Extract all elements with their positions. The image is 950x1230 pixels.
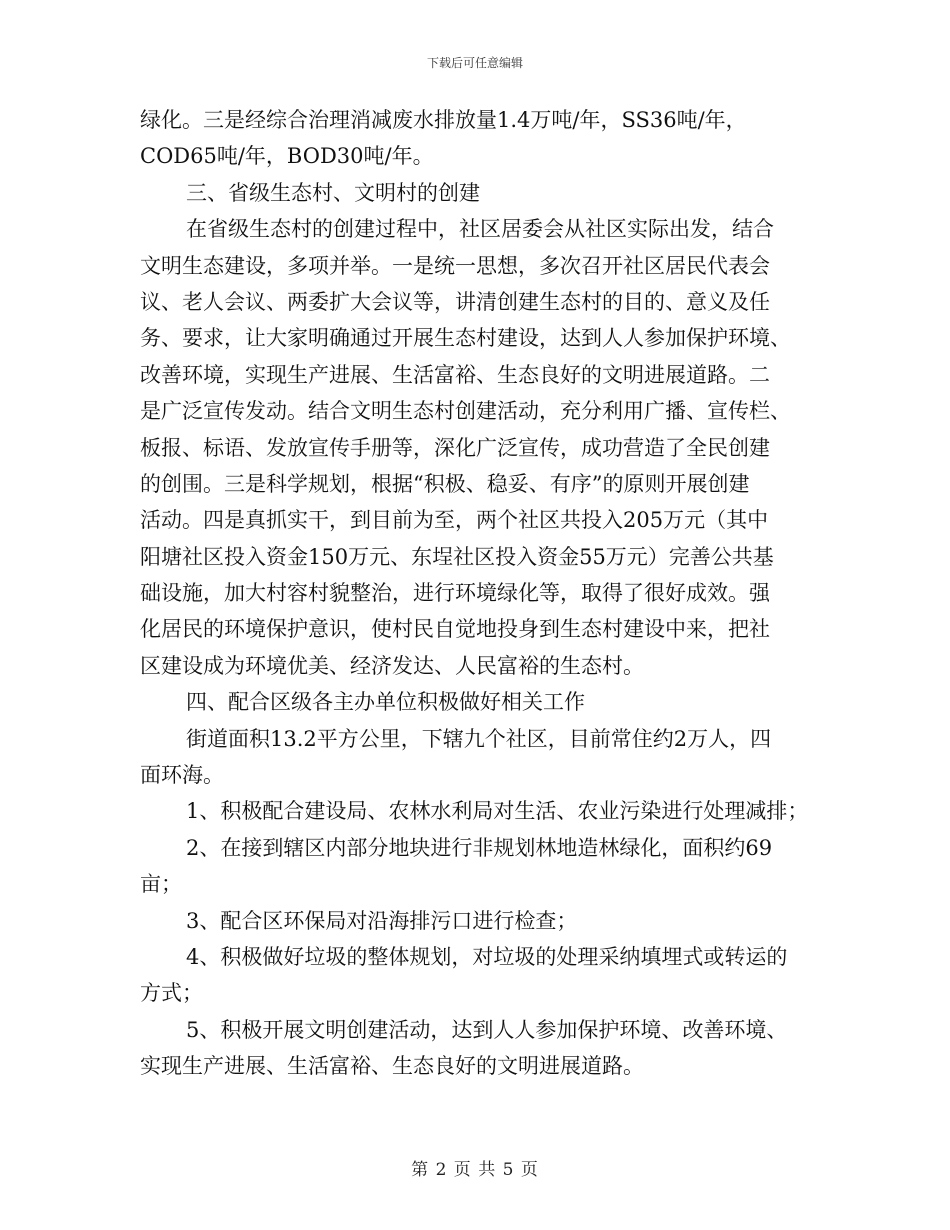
text-line: 改善环境，实现生产进展、生活富裕、生态良好的文明进展道路。二 [140, 362, 770, 387]
text-line: 板报、标语、发放宣传手册等，深化广泛宣传，成功营造了全民创建 [140, 435, 770, 460]
text-line: 务、要求，让大家明确通过开展生态村建设，达到人人参加保护环境、 [140, 326, 791, 351]
text-line: 是广泛宣传发动。结合文明生态村创建活动，充分利用广播、宣传栏、 [140, 399, 791, 424]
document-body [140, 102, 810, 1085]
text-line: 5、积极开展文明创建活动，达到人人参加保护环境、改善环境、 [186, 1017, 788, 1042]
text-line: 方式； [140, 981, 203, 1006]
text-line: 4、积极做好垃圾的整体规划，对垃圾的处理采纳填埋式或转运的 [186, 944, 788, 969]
text-line: 实现生产进展、生活富裕、生态良好的文明进展道路。 [140, 1054, 644, 1079]
text-line: 议、老人会议、两委扩大会议等，讲清创建生态村的目的、意义及任 [140, 289, 770, 314]
text-line: 绿化。三是经综合治理消减废水排放量1.4万吨/年，SS36吨/年， [140, 108, 747, 132]
text-line: COD65吨/年，BOD30吨/年。 [140, 144, 434, 169]
page-header: 下载后可任意编辑 [426, 56, 523, 70]
text-line: 2、在接到辖区内部分地块进行非规划林地造林绿化，面积约69 [186, 835, 773, 860]
text-line: 活动。四是真抓实干，到目前为至，两个社区共投入205万元（其中 [140, 508, 769, 533]
text-line: 化居民的环境保护意识，使村民自觉地投身到生态村建设中来，把社 [140, 617, 770, 642]
page-footer: 第 2 页 共 5 页 [411, 1160, 539, 1180]
text-line: 的创围。三是科学规划，根据“积极、稳妥、有序”的原则开展创建 [140, 471, 750, 496]
text-line: 础设施，加大村容村貌整治，进行环境绿化等，取得了很好成效。强 [140, 581, 770, 606]
text-line: 文明生态建设，多项并举。一是统一思想，多次召开社区居民代表会 [140, 253, 770, 278]
text-line: 面环海。 [140, 763, 224, 788]
text-line: 在省级生态村的创建过程中，社区居委会从社区实际出发，结合 [186, 217, 774, 242]
text-line: 三、省级生态村、文明村的创建 [186, 180, 480, 205]
text-line: 四、配合区级各主办单位积极做好相关工作 [186, 690, 585, 715]
text-line: 区建设成为环境优美、经济发达、人民富裕的生态村。 [140, 653, 644, 678]
text-line: 阳塘社区投入资金150万元、东埕社区投入资金55万元）完善公共基 [140, 544, 774, 569]
text-line: 亩； [140, 872, 182, 897]
text-line: 街道面积13.2平方公里，下辖九个社区，目前常住约2万人，四 [186, 726, 772, 751]
text-line: 1、积极配合建设局、农林水利局对生活、农业污染进行处理减排； [186, 799, 809, 824]
text-line: 3、配合区环保局对沿海排污口进行检查； [186, 908, 578, 933]
